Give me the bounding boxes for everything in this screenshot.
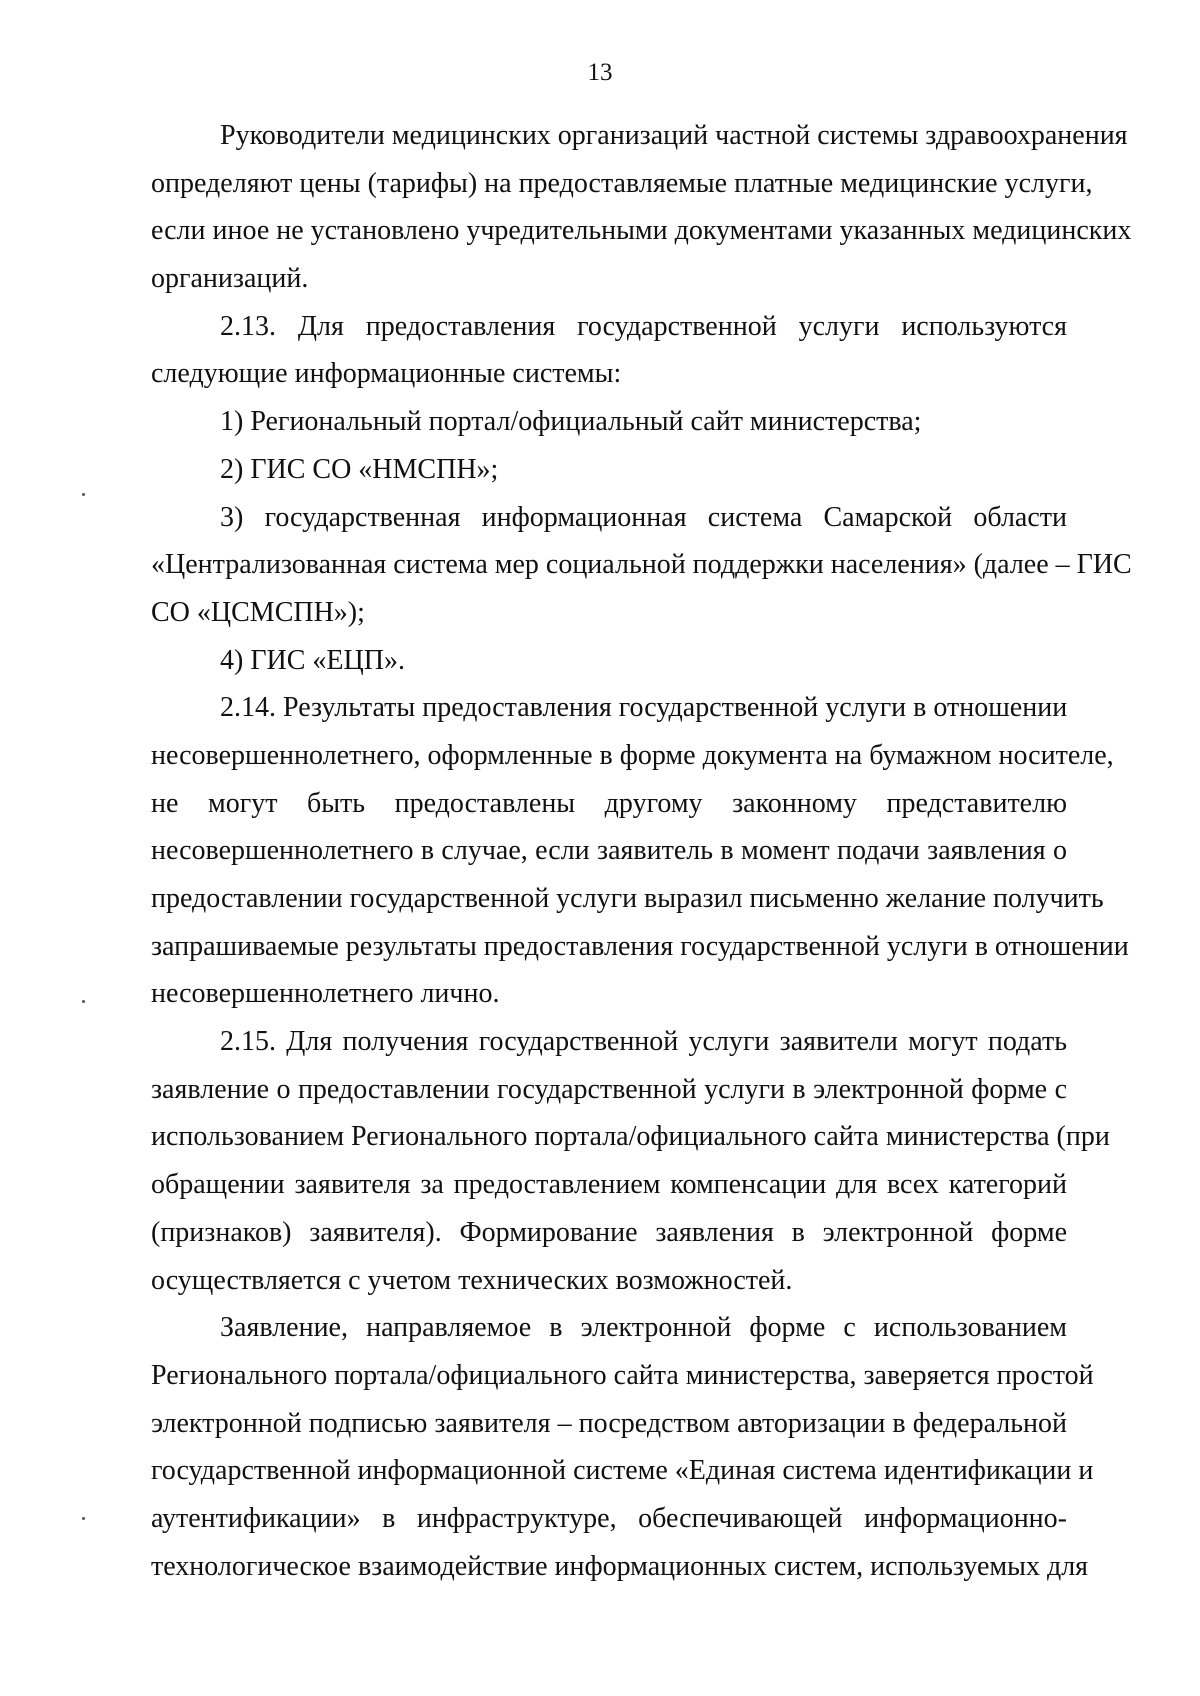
text-line: (признаков) заявителя). Формирование заявления в электронной форме: [151, 1216, 1067, 1248]
text-line: использованием Регионального портала/официального сайта министерства (при: [151, 1121, 1110, 1153]
text-line: следующие информационные системы:: [151, 358, 622, 390]
text-line: запрашиваемые результаты предоставления государственной услуги в отношении: [151, 930, 1129, 962]
text-line: 1) Региональный портал/официальный сайт министерства;: [220, 406, 922, 438]
text-line: технологическое взаимодействие информационных систем, используемых для: [151, 1550, 1089, 1582]
text-line: определяют цены (тарифы) на предоставляемые платные медицинские услуги,: [151, 167, 1093, 199]
text-line: Регионального портала/официального сайта министерства, заверяется простой: [151, 1359, 1094, 1391]
text-line: обращении заявителя за предоставлением компенсации для всех категорий: [151, 1169, 1067, 1201]
text-line: предоставлении государственной услуги выразил письменно желание получить: [151, 883, 1104, 914]
text-line: несовершеннолетнего в случае, если заявитель в момент подачи заявления о: [151, 835, 1067, 867]
text-line: 2.15. Для получения государственной услуги заявители могут подать: [220, 1026, 1067, 1058]
text-line: «Централизованная система мер социальной поддержки населения» (далее – ГИС: [151, 549, 1132, 581]
text-line: Заявление, направляемое в электронной форме с использованием: [220, 1312, 1067, 1344]
text-line: 4) ГИС «ЕЦП».: [220, 644, 405, 676]
page-number: 13: [587, 59, 613, 86]
text-line: СО «ЦСМСПН»);: [151, 596, 365, 628]
text-line: несовершеннолетнего, оформленные в форме документа на бумажном носителе,: [151, 739, 1114, 771]
text-line: несовершеннолетнего лично.: [151, 978, 500, 1010]
text-line: если иное не установлено учредительными документами указанных медицинских: [151, 215, 1132, 247]
text-line: аутентификации» в инфраструктуре, обеспечивающей информационно-: [151, 1502, 1067, 1534]
text-line: не могут быть предоставлены другому законному представителю: [151, 787, 1067, 819]
text-line: 2.13. Для предоставления государственной услуги используются: [220, 310, 1067, 342]
text-line: организаций.: [151, 263, 309, 295]
text-line: государственной информационной системе «Единая система идентификации и: [151, 1455, 1094, 1487]
scan-speck: [82, 1000, 85, 1003]
text-line: электронной подписью заявителя – посредством авторизации в федеральной: [151, 1407, 1067, 1439]
scan-speck: [82, 1517, 85, 1520]
text-line: 2.14. Результаты предоставления государственной услуги в отношении: [220, 692, 1068, 724]
document-body: [151, 112, 1132, 1590]
text-line: осуществляется с учетом технических возможностей.: [151, 1264, 793, 1296]
text-line: 2) ГИС СО «НМСПН»;: [220, 453, 499, 485]
scan-speck: [82, 493, 85, 496]
text-line: Руководители медицинских организаций частной системы здравоохранения: [220, 120, 1128, 151]
text-line: 3) государственная информационная система Самарской области: [220, 501, 1067, 533]
text-line: заявление о предоставлении государственной услуги в электронной форме с: [151, 1073, 1067, 1105]
